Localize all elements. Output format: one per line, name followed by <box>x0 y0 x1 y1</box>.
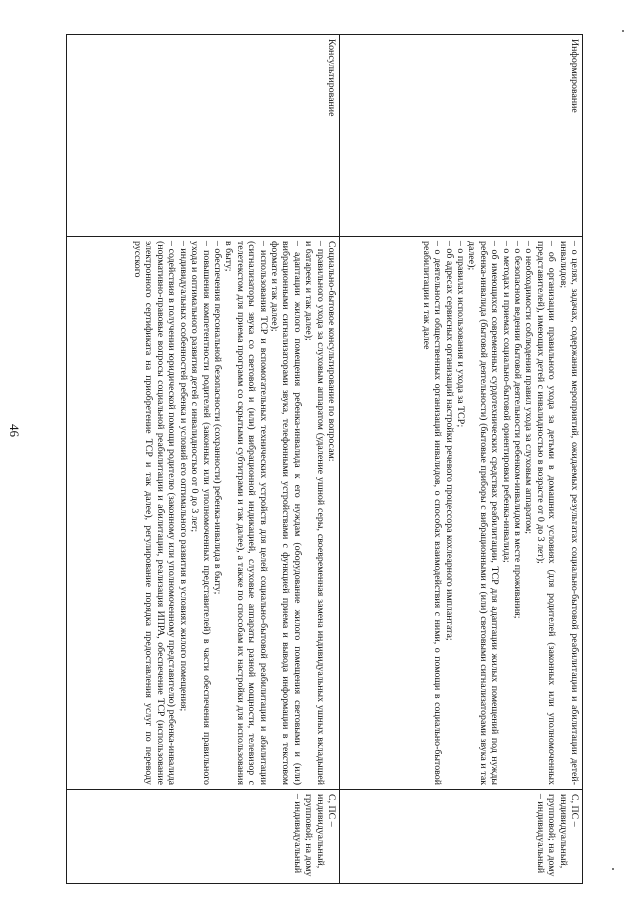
form-cell: С, ПС – индивидуальный, групповой; на дому – индивидуальный <box>67 790 340 884</box>
content-line: – содействия в получении юридической помощи родителю (законному или уполномоченному представителю) ребенка-инвалида (нормативно-правовые вопросы социальной реабилитации и абилитации, реализация ИПРА, обеспечение ТСР (использование электронного сертификата на приобретение ТСР и так далее), регулирование порядка предоставления услуг по переводу русского <box>132 241 178 785</box>
rehabilitation-table <box>66 34 583 884</box>
content-line: – о необходимости соблюдения правил ухода за слуховым аппаратом; <box>523 241 535 535</box>
content-line: – обеспечения персональной безопасности (сохранности) ребенка-инвалида в быту; <box>211 241 223 595</box>
content-line: – о целях, задачах, содержании мероприятий, ожидаемых результатах социально-бытовой реабилитации и абилитации детей-инвалидов; <box>557 241 580 785</box>
page-number: 46 <box>7 424 22 437</box>
scan-speck <box>612 868 614 870</box>
form-cell: С, ПС – индивидуальный, групповой; на дому – индивидуальный <box>340 790 583 884</box>
content-cell <box>67 237 340 790</box>
category-cell: Информирование <box>340 35 583 237</box>
content-line: – о деятельности общественных организаций инвалидов, о способах взаимодействия с ними, о помощи в социально-бытовой реабилитации и так далее <box>420 241 444 785</box>
content-line: – об имеющихся современных сурдотехнических средствах реабилитации, ТСР для адаптации жилых помещений под нужды ребенка-инвалида (бытовой деятельности) (бытовые приборы с вибрационными и (или) световыми сигнализаторами звука и так далее); <box>466 241 501 785</box>
content-line: – использования ТСР и вспомогательных технических устройств для целей социально-бытовой реабилитации и абилитации (сигнализаторы звука со световой и (или) вибрационной индикацией, слуховые аппараты разной мощности, телевизор с телетекстом для приема программ со скрытыми субтитрами и так далее), а также по способам их настройки для использования в быту; <box>223 241 269 785</box>
content-line: – адаптации жилого помещения ребенка-инвалида к его нуждам (оборудование жилого помещения световыми и (или) вибрационными сигнализаторами звука, телефонными устройствами с функцией приема и вывода информации в текстовом формате и так далее); <box>268 241 303 785</box>
table-row <box>340 35 583 884</box>
content-line: – индивидуальных особенностей ребенка и условий его оптимального развития в условиях жилого помещения; <box>177 241 189 712</box>
content-line: – об адресах сервисных организаций настройки речевого процессора кохлеарного имплантата; <box>443 241 455 641</box>
content-line: – повышения компетентности родителей (законных или уполномоченных представителей) в части обеспечения правильного ухода и оптимального развития детей с инвалидностью от 0 до 3 лет; <box>189 241 212 785</box>
content-line: – о безопасном ведении бытовой деятельности ребенком-инвалидом в месте проживания; <box>511 241 523 619</box>
content-line: – об организации правильного ухода за детьми в домашних условиях (для родителей (законных или уполномоченных представителей), имеющих детей с инвалидностью в возрасте от 0 до 3 лет); <box>534 241 558 785</box>
content-line: – правильного ухода за слуховым аппаратом (удаление ушной серы, своевременная замена индивидуальных ушных вкладышей и батареек и так далее); <box>303 241 326 785</box>
rotated-table-area <box>67 34 583 884</box>
table-row <box>67 35 340 884</box>
content-cell <box>340 237 583 790</box>
content-line: – о правилах использования и ухода за ТСР; <box>454 241 466 428</box>
content-line: Социально-бытовое консультирование по вопросам: <box>326 241 337 462</box>
category-cell: Консультирование <box>67 35 340 237</box>
content-line: – о методах и приемах социально-бытовой ориентировки ребенка-инвалида; <box>500 241 512 563</box>
scan-speck <box>622 30 624 32</box>
